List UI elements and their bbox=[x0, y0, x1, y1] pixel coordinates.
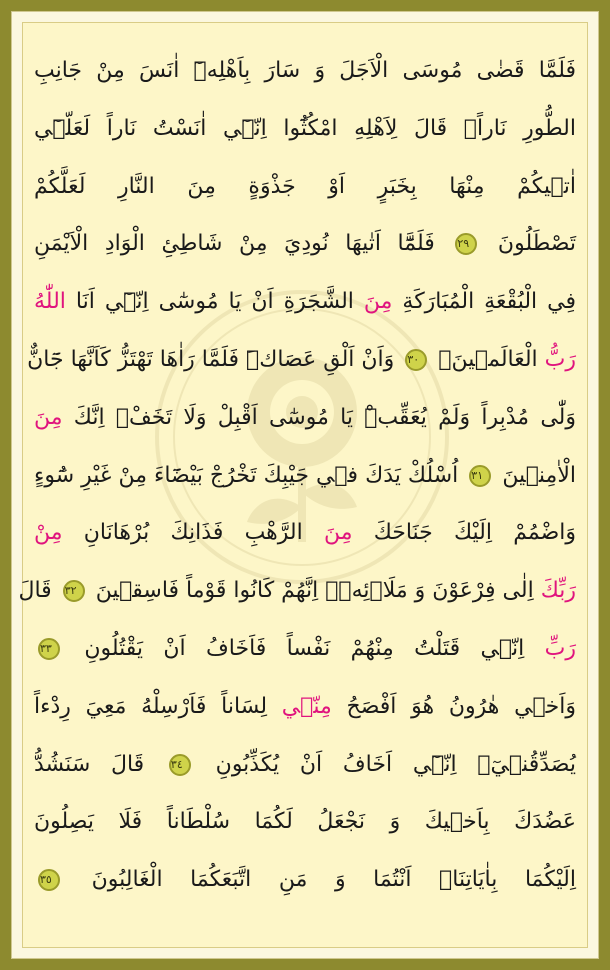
verse-text: فِي الْبُقْعَةِ الْمُبَارَكَةِ bbox=[392, 289, 577, 315]
highlighted-word: مِنّ۪ي bbox=[281, 693, 332, 719]
text-line bbox=[34, 158, 576, 216]
verse-text: وَاَخ۪ي هٰرُونُ هُوَ اَفْصَحُ bbox=[331, 693, 576, 719]
verse-text: عَضُدَكَ بِاَخ۪يكَ وَ نَجْعَلُ لَكُمَا سُلْطَاناً فَلَا يَصِلُونَ bbox=[34, 809, 576, 835]
text-line bbox=[34, 447, 576, 505]
verse-text: الْاٰمِن۪ينَ bbox=[502, 462, 576, 488]
text-line bbox=[18, 562, 576, 620]
verse-text: فَلَمَّا قَضٰى مُوسَى الْاَجَلَ وَ سَارَ بِاَهْلِه۪ٓ اٰنَسَ مِنْ جَانِبِ bbox=[34, 58, 576, 83]
verse-text: الطُّورِ نَاراًۚ قَالَ لِاَهْلِهِ امْكُثُٓوا اِنّ۪ٓي اٰنَسْتُ نَاراً لَعَلّ۪ٓي bbox=[34, 115, 576, 141]
text-line bbox=[34, 736, 576, 794]
verse-text: وَاضْمُمْ اِلَيْكَ جَنَاحَكَ bbox=[352, 520, 576, 546]
verse-text: وَاَنْ اَلْقِ عَصَاكَۜ فَلَمَّا رَاٰهَا تَهْتَزُّ كَاَنَّهَا جَٓانٌّ bbox=[27, 346, 395, 372]
verse-text: قَالَ bbox=[18, 578, 52, 604]
ayah-number-marker: ٣١ bbox=[469, 465, 491, 487]
verse-text: يُصَدِّقُن۪يٓۘ اِنّ۪ٓي اَخَافُ اَنْ يُكَذِّبُونِ bbox=[215, 751, 576, 777]
highlighted-word: رَبُّ bbox=[544, 346, 576, 372]
text-line bbox=[34, 851, 576, 909]
highlighted-word: مِنَ bbox=[363, 289, 393, 315]
verse-text: اِنّ۪ي قَتَلْتُ مِنْهُمْ نَفْساً فَاَخَافُ اَنْ يَقْتُلُونِ bbox=[84, 635, 525, 661]
verse-text: الْعَالَم۪ينَۙ bbox=[438, 346, 538, 372]
verse-text: اِلٰى فِرْعَوْنَ وَ مَلَا۬ئِه۪ۜ اِنَّهُمْ كَانُوا قَوْماً فَاسِق۪ينَ bbox=[95, 578, 534, 604]
ayah-number-marker: ٢٩ bbox=[455, 233, 477, 255]
verse-text: الرَّهْبِ فَذَانِكَ بُرْهَانَانِ bbox=[62, 520, 303, 546]
highlighted-word: رَبِّ bbox=[544, 635, 576, 661]
text-line bbox=[34, 389, 576, 447]
verse-text: وَلّٰى مُدْبِراً وَلَمْ يُعَقِّبْۜ يَا مُوسٰٓى اَقْبِلْ وَلَا تَخَفْ۠ اِنَّكَ bbox=[62, 404, 576, 430]
ayah-number-marker: ٣٥ bbox=[38, 869, 60, 891]
text-line bbox=[34, 215, 576, 273]
verse-text: الشَّجَرَةِ اَنْ يَا مُوسٰٓى اِنّ۪ٓي اَنَا bbox=[65, 289, 354, 315]
text-line bbox=[34, 678, 576, 736]
highlighted-word: مِنَ bbox=[323, 520, 353, 546]
ayah-number-marker: ٣٤ bbox=[169, 754, 191, 776]
verse-text: اٰت۪يكُمْ مِنْهَا بِخَبَرٍ اَوْ جَذْوَةٍ مِنَ النَّارِ لَعَلَّكُمْ bbox=[34, 173, 576, 199]
verse-text: لِسَاناً فَاَرْسِلْهُ مَعِيَ رِدْءاً bbox=[34, 693, 268, 719]
text-line bbox=[34, 793, 576, 851]
text-line bbox=[34, 504, 576, 562]
verse-text: اِلَيْكُمَا بِاٰيَاتِنَاۚ اَنْتُمَا وَ مَنِ اتَّبَعَكُمَا الْغَالِبُونَ bbox=[91, 867, 576, 893]
highlighted-word: رَبِّكَ bbox=[540, 578, 576, 604]
highlighted-word: مِنَ bbox=[34, 404, 63, 430]
verse-text: اُسْلُكْ يَدَكَ ف۪ي جَيْبِكَ تَخْرُجْ بَيْضَٓاءَ مِنْ غَيْرِ سُٓوءٍ bbox=[34, 462, 459, 488]
text-line bbox=[34, 100, 576, 158]
ayah-number-marker: ٣٣ bbox=[38, 638, 60, 660]
verse-text: تَصْطَلُونَ bbox=[497, 231, 576, 257]
verse-text: فَلَمَّٓا اَتٰيهَا نُودِيَ مِنْ شَاطِئِ الْوَادِ الْاَيْمَنِ bbox=[34, 231, 435, 257]
page-content bbox=[18, 22, 588, 948]
text-line bbox=[34, 42, 576, 100]
highlighted-word: اللّٰهُ bbox=[34, 289, 66, 315]
verse-text: قَالَ سَنَشُدُّ bbox=[34, 751, 145, 777]
text-line bbox=[34, 273, 576, 331]
highlighted-word: مِنْ bbox=[34, 520, 63, 546]
text-lines bbox=[18, 22, 588, 948]
ayah-number-marker: ٣٢ bbox=[63, 580, 85, 602]
ayah-number-marker: ٣٠ bbox=[405, 349, 427, 371]
text-line bbox=[34, 620, 576, 678]
text-line bbox=[27, 331, 576, 389]
